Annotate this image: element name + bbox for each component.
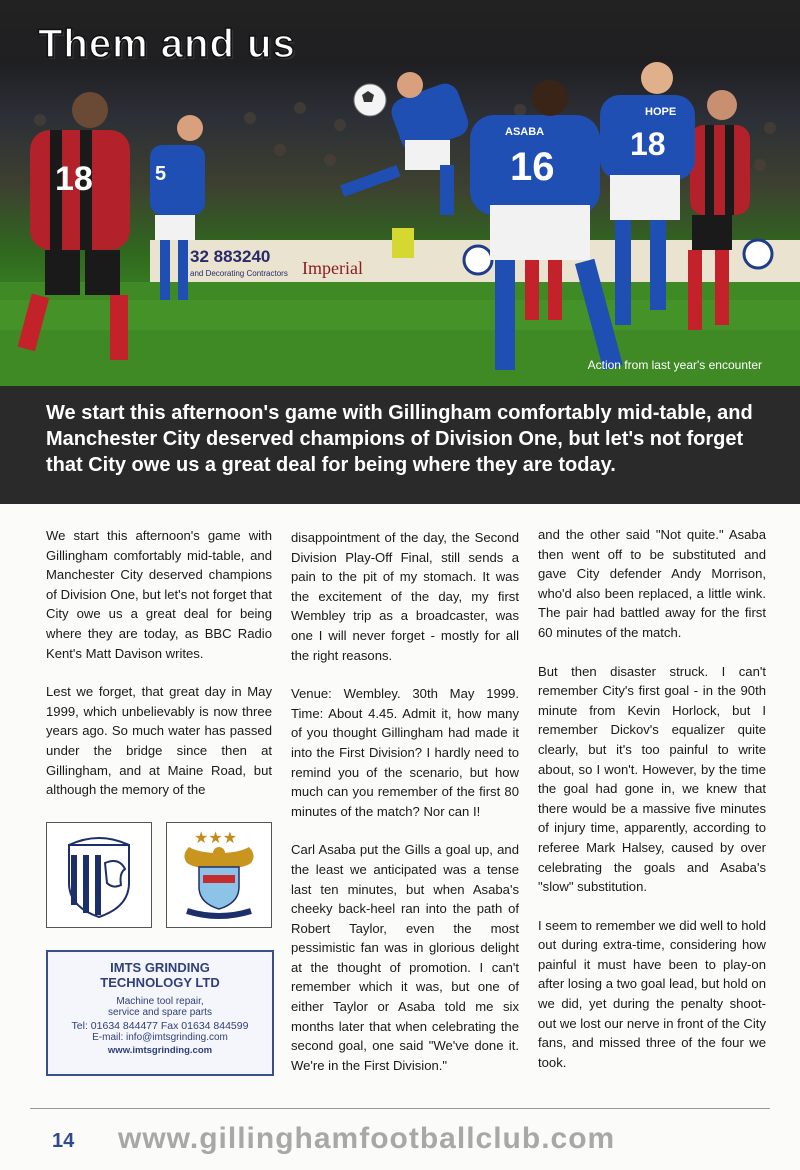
svg-text:5: 5: [155, 163, 167, 185]
standfirst-banner: [0, 386, 800, 504]
paragraph: Lest we forget, that great day in May 1999, which unbelievably is now three years ago. So much water has passed under the bridge since then at Gillingham, and at Maine Road, but although the memory of the: [46, 684, 272, 798]
svg-text:ASABA: ASABA: [505, 126, 545, 138]
paragraph: and the other said "Not quite." Asaba then went off to be substituted and gave City defender Andy Morrison, who'd also been replaced, a little wink. The pair had battled away for the first 60 minutes of the match.: [538, 527, 766, 640]
article-column-1: [46, 526, 272, 819]
paragraph: We start this afternoon's game with Gillingham comfortably mid-table, and Manchester City deserved champions of Division One, but let's not forget that City owe us a great deal for being where they are today, as BBC Radio Kent's Matt Davison writes.: [46, 528, 272, 661]
gillingham-crest-icon: [47, 823, 151, 927]
advert-email: E-mail: info@imtsgrinding.com: [92, 1032, 228, 1043]
man-city-crest-icon: [167, 823, 271, 927]
paragraph: Venue: Wembley. 30th May 1999. Time: About 4.45. Admit it, how many of you thought Gillingham had made it into the First Division? I hardly need to remind you of the scenario, but how much can you remember of the first 80 minutes of the match? Nor can I!: [291, 686, 519, 819]
board-brand: Imperial: [302, 258, 363, 278]
vw-logo-right: [744, 240, 772, 268]
article-column-2: [291, 528, 519, 1094]
standfirst-text: We start this afternoon's game with Gillingham comfortably mid-table, and Manchester City deserved champions of Division One, but let's not forget that City owe us a great deal for being where they are today.: [46, 402, 753, 476]
board-number: 32 883240: [190, 247, 271, 266]
svg-text:18: 18: [630, 126, 666, 162]
vw-logo-left: [464, 246, 492, 274]
svg-text:★★★: ★★★: [194, 828, 238, 847]
paragraph: Carl Asaba put the Gills a goal up, and the least we anticipated was a tense last ten minutes, but when Asaba's cheeky back-heel ran into the path of Robert Taylor, even the most pessimistic fan was in glorious delight at the thought of promotion. I can't remember which it was, but one of either Taylor or Asaba told me six months later that when celebrating the second goal, one said "We've done it. We're in the First Division.": [291, 842, 519, 1073]
advert-service-line2: service and spare parts: [108, 1007, 212, 1018]
footer-url: www.gillinghamfootballclub.com: [118, 1122, 616, 1155]
gillingham-crest: [46, 822, 152, 928]
advert-company-line1: IMTS GRINDING: [110, 960, 210, 975]
svg-text:16: 16: [510, 145, 555, 189]
photo-caption: Action from last year's encounter: [587, 358, 762, 372]
man-city-crest: [166, 822, 272, 928]
paragraph: But then disaster struck. I can't remember City's first goal - in the 90th minute from Kevin Horlock, but I remember Dickov's equalizer quite clearly, but it's too painful to write about, so I won't. However, by the time the goal had gone in, we knew that there would be a massive five minutes of injury time, apparently, according to referee Mark Halsey, caused by over celebrating the goals and Asaba's "slow" substitution.: [538, 663, 766, 895]
paragraph: I seem to remember we did well to hold out during extra-time, considering how painful it must have been to play-on after losing a two goal lead, but hold on we did, yet during the penalty shoot-out we lost our nerve in front of the City fans, and missed three of the four we took.: [538, 917, 766, 1070]
footer-divider: [30, 1108, 770, 1109]
advert-company-line2: TECHNOLOGY LTD: [100, 975, 220, 990]
advert-website: www.imtsgrinding.com: [107, 1045, 213, 1056]
board-subtitle: and Decorating Contractors: [190, 269, 288, 278]
article-column-3: [538, 525, 766, 1091]
advert-phone: Tel: 01634 844477 Fax 01634 844599: [71, 1020, 249, 1032]
hero-photo: [0, 0, 800, 386]
page-title: Them and us: [38, 22, 296, 66]
imts-advert: [46, 950, 274, 1076]
page-number: 14: [52, 1130, 75, 1152]
steward: [392, 228, 414, 258]
svg-text:18: 18: [55, 160, 93, 198]
svg-text:HOPE: HOPE: [645, 106, 677, 118]
paragraph: disappointment of the day, the Second Division Play-Off Final, still sends a pain to the pit of my stomach. It was the excitement of the day, my first Wembley trip as a broadcaster, was one I will never forget - mostly for all the right reasons.: [291, 530, 519, 663]
advert-service-line1: Machine tool repair,: [116, 996, 204, 1007]
